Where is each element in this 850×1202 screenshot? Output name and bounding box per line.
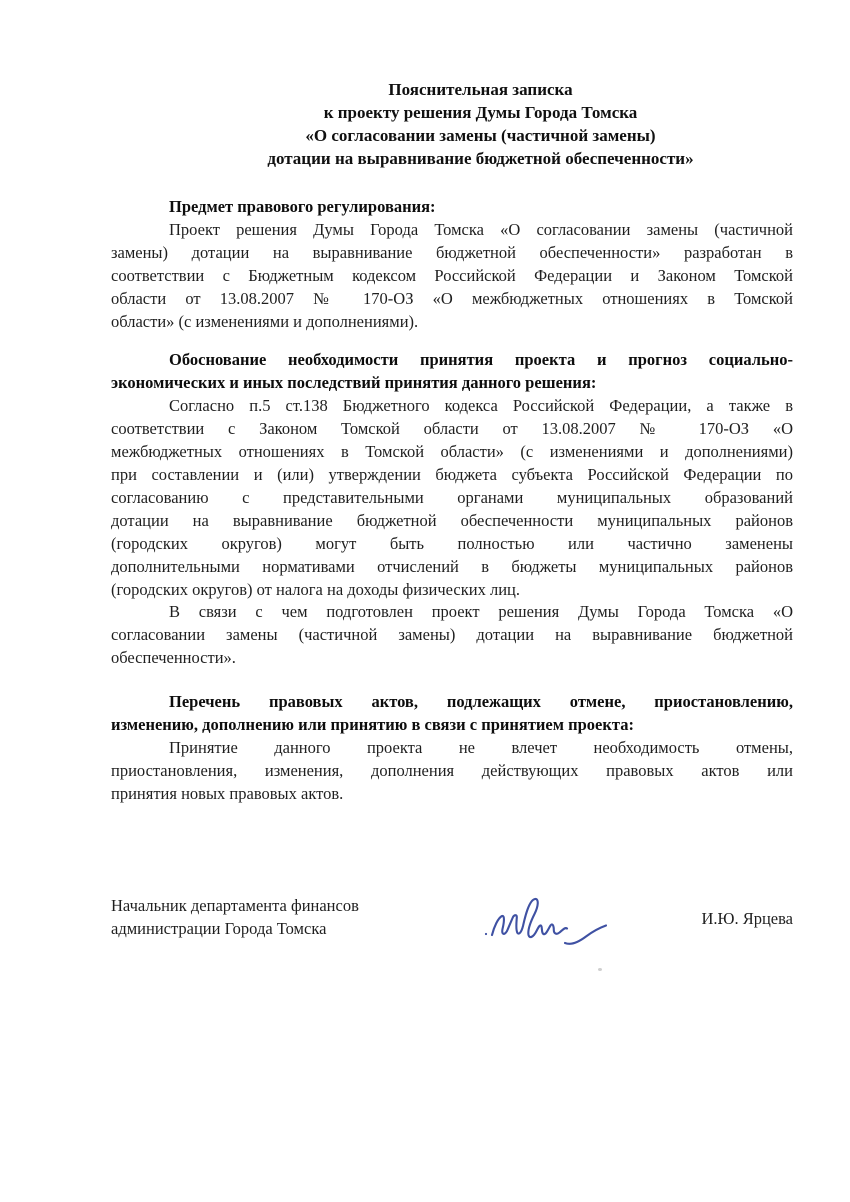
paragraph-line: дополнительными нормативами отчислений в бюджеты муниципальных районов — [111, 556, 793, 576]
title-line: «О согласовании замены (частичной замены) — [305, 126, 656, 145]
signer-name: И.Ю. Ярцева — [701, 908, 793, 928]
paragraph-line: (городских округов) от налога на доходы физических лиц. — [111, 579, 520, 599]
paragraph-line: Согласно п.5 ст.138 Бюджетного кодекса Российской Федерации, а также в — [169, 396, 793, 416]
paragraph-line: В связи с чем подготовлен проект решения Думы Города Томска «О — [169, 602, 793, 622]
paragraph-line: Принятие данного проекта не влечет необходимость отмены, — [169, 737, 793, 757]
section-heading-predmet — [111, 196, 793, 219]
paragraph-line: области от 13.08.2007 № 170-ОЗ «О межбюджетных отношениях в Томской — [111, 288, 793, 308]
section-heading-obosnovanie — [111, 349, 793, 395]
title-line: к проекту решения Думы Города Томска — [323, 103, 638, 122]
document-body — [111, 196, 793, 964]
signer-position-line: Начальник департамента финансов — [111, 895, 359, 915]
handwritten-signature-icon — [479, 890, 611, 952]
paragraph-line: при составлении и (или) утверждении бюджета субъекта Российской Федерации по — [111, 464, 793, 484]
title-line: дотации на выравнивание бюджетной обеспеченности» — [267, 149, 694, 168]
paragraph-line: соответствии с Законом Томской области от 13.08.2007 № 170-ОЗ «О — [111, 419, 793, 439]
section-heading-perechen — [111, 691, 793, 737]
paragraph-line: соответствии с Бюджетным кодексом Российской Федерации и Законом Томской — [111, 265, 793, 285]
paragraph-line: Проект решения Думы Города Томска «О согласовании замены (частичной — [169, 219, 793, 239]
signer-position-line: администрации Города Томска — [111, 918, 327, 938]
paragraph-line: принятия новых правовых актов. — [111, 783, 344, 803]
paragraph-line: согласованию с представительными органами муниципальных образований — [111, 487, 793, 507]
paragraph-line: межбюджетных отношениях в Томской области» (с изменениями и дополнениями) — [111, 442, 793, 462]
signature-block — [111, 894, 793, 964]
signer-position — [111, 894, 793, 940]
scan-speck — [598, 968, 602, 971]
paragraph-line: области» (с изменениями и дополнениями). — [111, 311, 419, 331]
heading-line: экономических и иных последствий принятия данного решения: — [111, 373, 597, 393]
heading-line: изменению, дополнению или принятию в связи с принятием проекта: — [111, 715, 634, 735]
document-title — [111, 78, 850, 170]
paragraph-line: обеспеченности». — [111, 648, 236, 668]
paragraph-perechen — [111, 737, 793, 806]
heading-line: Обоснование необходимости принятия проекта и прогноз социально- — [169, 350, 793, 370]
paragraph-line: замены) дотации на выравнивание бюджетной обеспеченности» разработан в — [111, 242, 793, 262]
paragraph-line: (городских округов) могут быть полностью или частично заменены — [111, 533, 793, 553]
paragraph-line: дотации на выравнивание бюджетной обеспеченности муниципальных районов — [111, 510, 793, 530]
heading-line: Предмет правового регулирования: — [169, 197, 436, 216]
paragraph-predmet — [111, 219, 793, 334]
paragraph-obosnovanie-1 — [111, 395, 793, 601]
heading-line: Перечень правовых актов, подлежащих отмене, приостановлению, — [169, 692, 793, 712]
paragraph-obosnovanie-2 — [111, 601, 793, 670]
title-line: Пояснительная записка — [388, 80, 573, 99]
paragraph-line: приостановления, изменения, дополнения действующих правовых актов или — [111, 760, 793, 780]
paragraph-line: согласовании замены (частичной замены) дотации на выравнивание бюджетной — [111, 625, 793, 645]
